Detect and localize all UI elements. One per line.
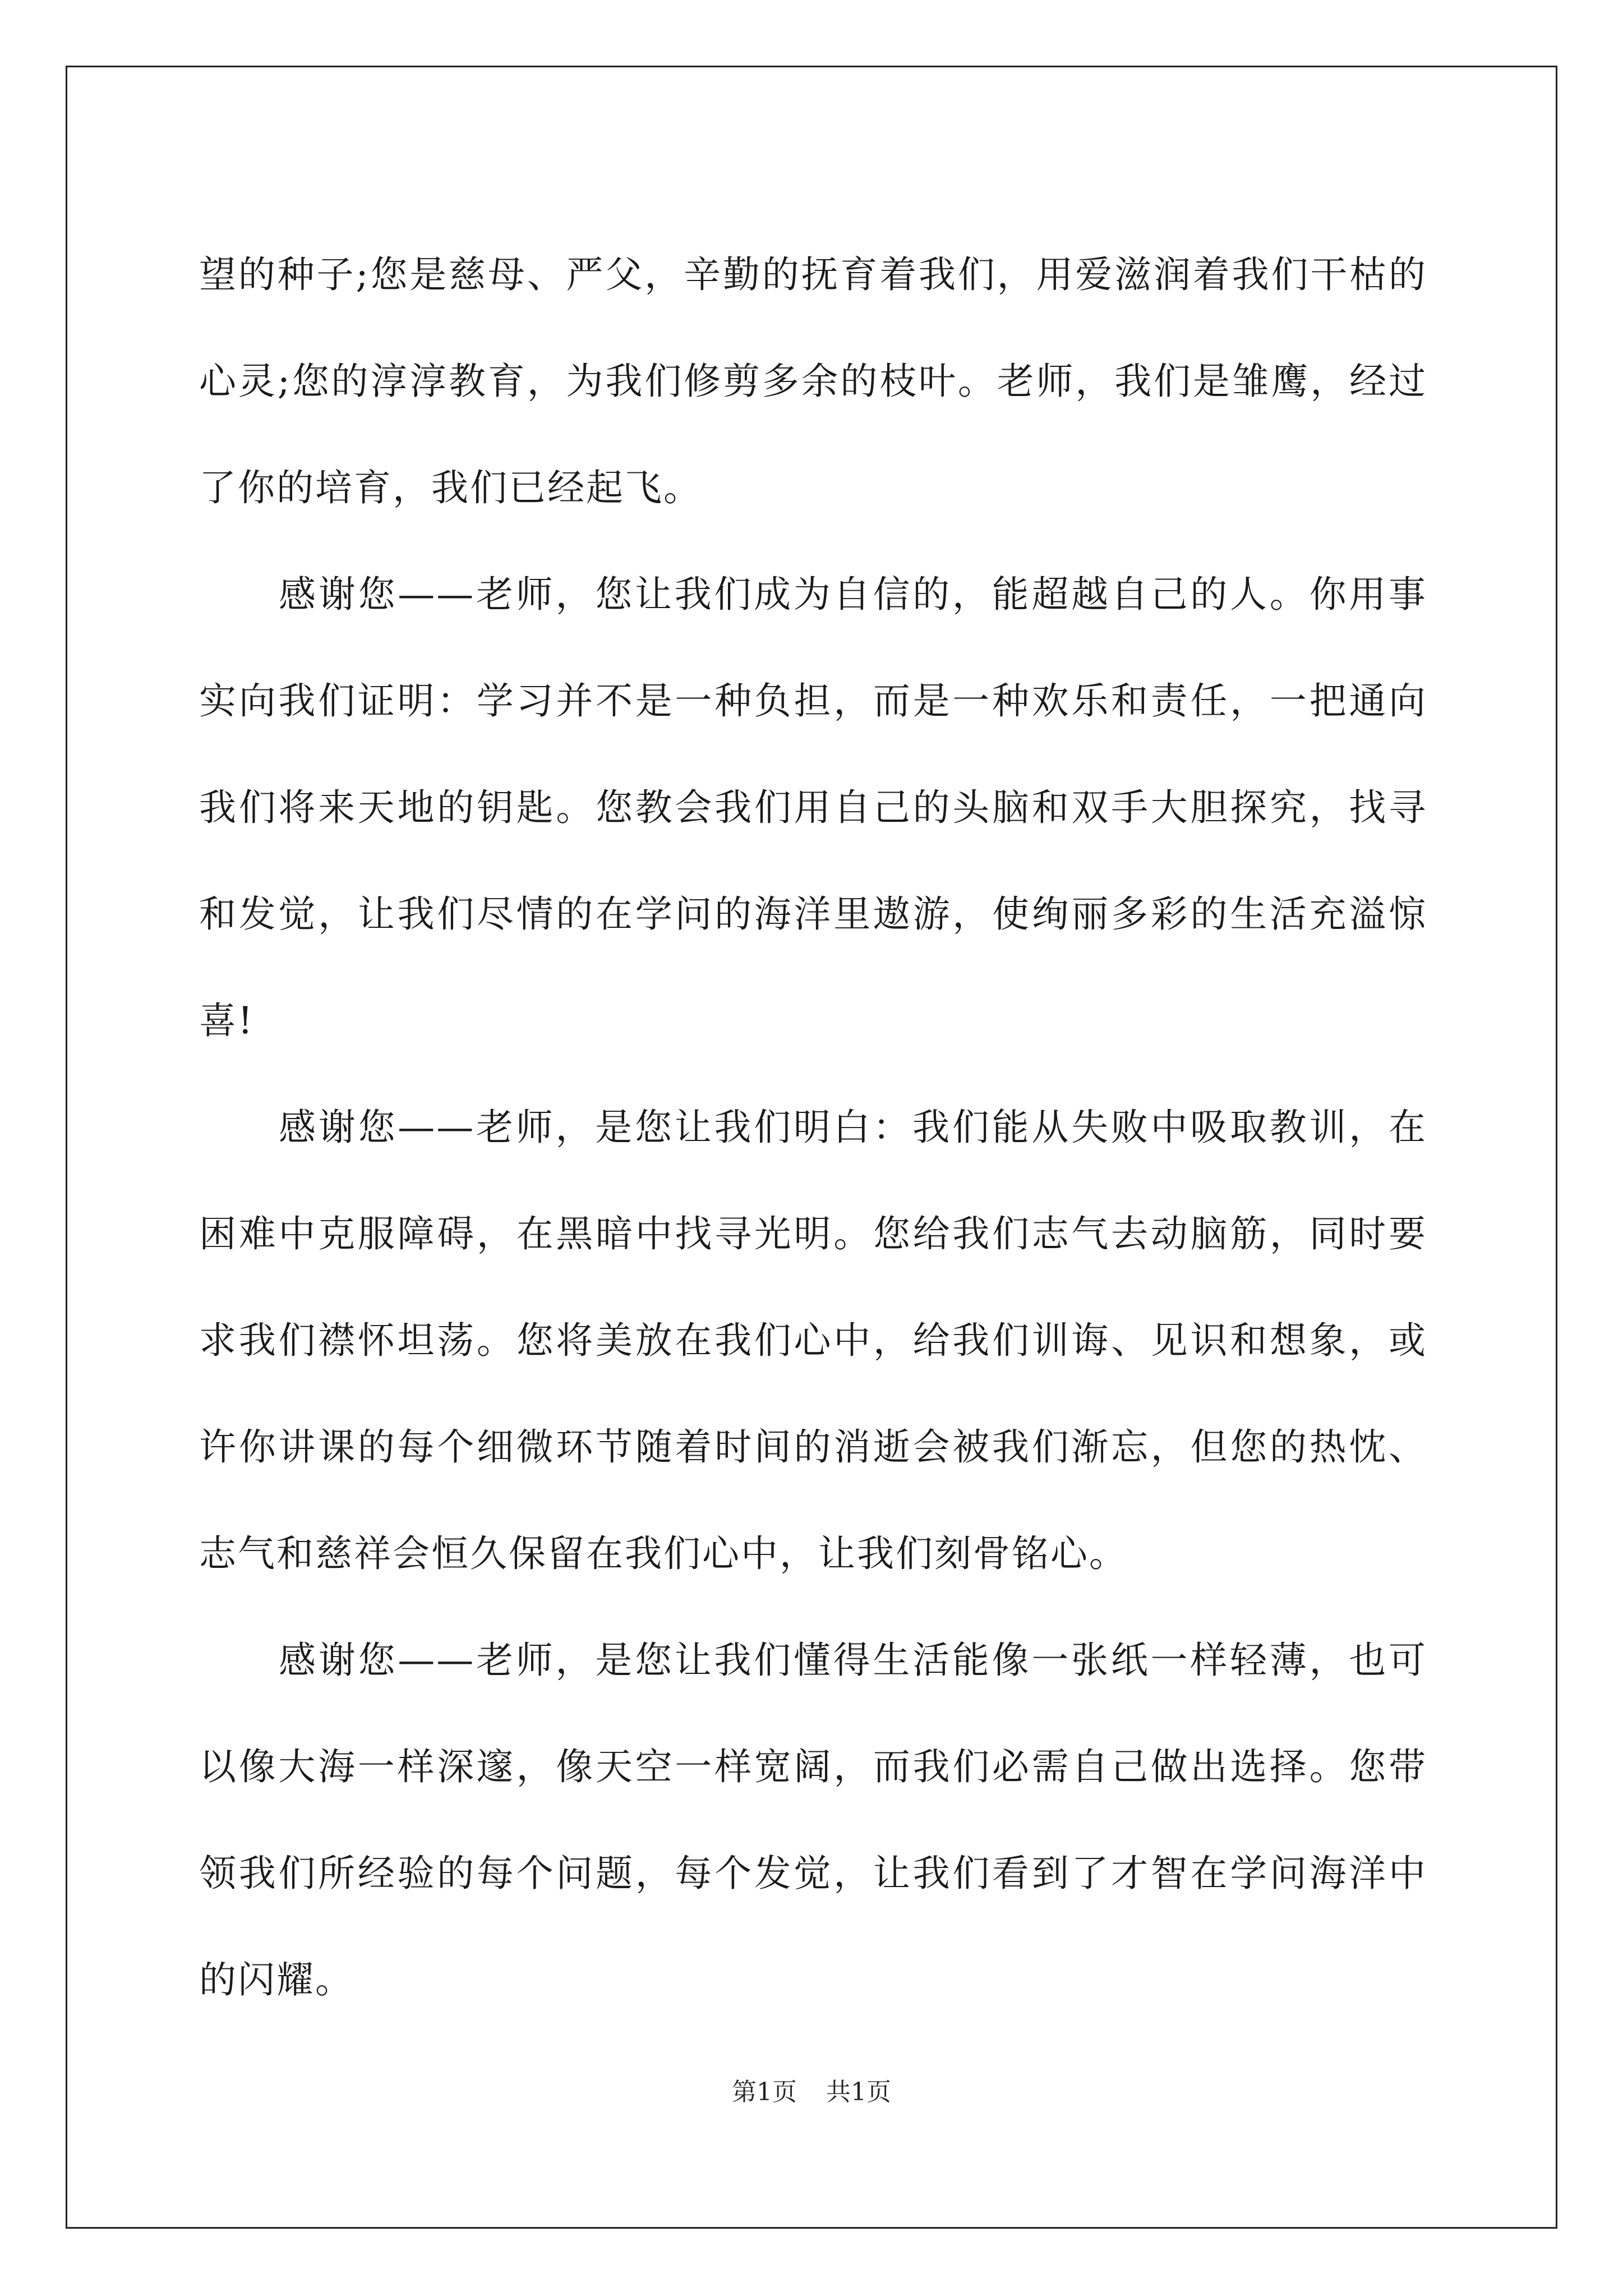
document-body <box>199 222 1427 2033</box>
paragraph-thanks-choices: 感谢您——老师，是您让我们懂得生活能像一张纸一样轻薄，也可以像大海一样深邃，像天空一样宽阔，而我们必需自己做出选择。您带领我们所经验的每个问题，每个发觉，让我们看到了才智在学问海洋中的闪耀。 <box>199 1639 1427 2001</box>
page-total: 共1页 <box>826 2078 891 2106</box>
page-footer <box>0 2076 1623 2109</box>
paragraph-continuation: 望的种子;您是慈母、严父，辛勤的抚育着我们，用爱滋润着我们干枯的心灵;您的淳淳教育，为我们修剪多余的枝叶。老师，我们是雏鹰，经过了你的培育，我们已经起飞。 <box>199 253 1427 509</box>
paragraph-thanks-confidence: 感谢您——老师，您让我们成为自信的，能超越自己的人。你用事实向我们证明：学习并不是一种负担，而是一种欢乐和责任，一把通向我们将来天地的钥匙。您教会我们用自己的头脑和双手大胆探究，找寻和发觉，让我们尽情的在学问的海洋里遨游，使绚丽多彩的生活充溢惊喜! <box>199 573 1427 1042</box>
paragraph-thanks-lessons: 感谢您——老师，是您让我们明白：我们能从失败中吸取教训，在困难中克服障碍，在黑暗中找寻光明。您给我们志气去动脑筋，同时要求我们襟怀坦荡。您将美放在我们心中，给我们训诲、见识和想象，或许你讲课的每个细微环节随着时间的消逝会被我们渐忘，但您的热忱、志气和慈祥会恒久保留在我们心中，让我们刻骨铭心。 <box>199 1106 1427 1575</box>
page-number: 第1页 <box>732 2078 797 2106</box>
